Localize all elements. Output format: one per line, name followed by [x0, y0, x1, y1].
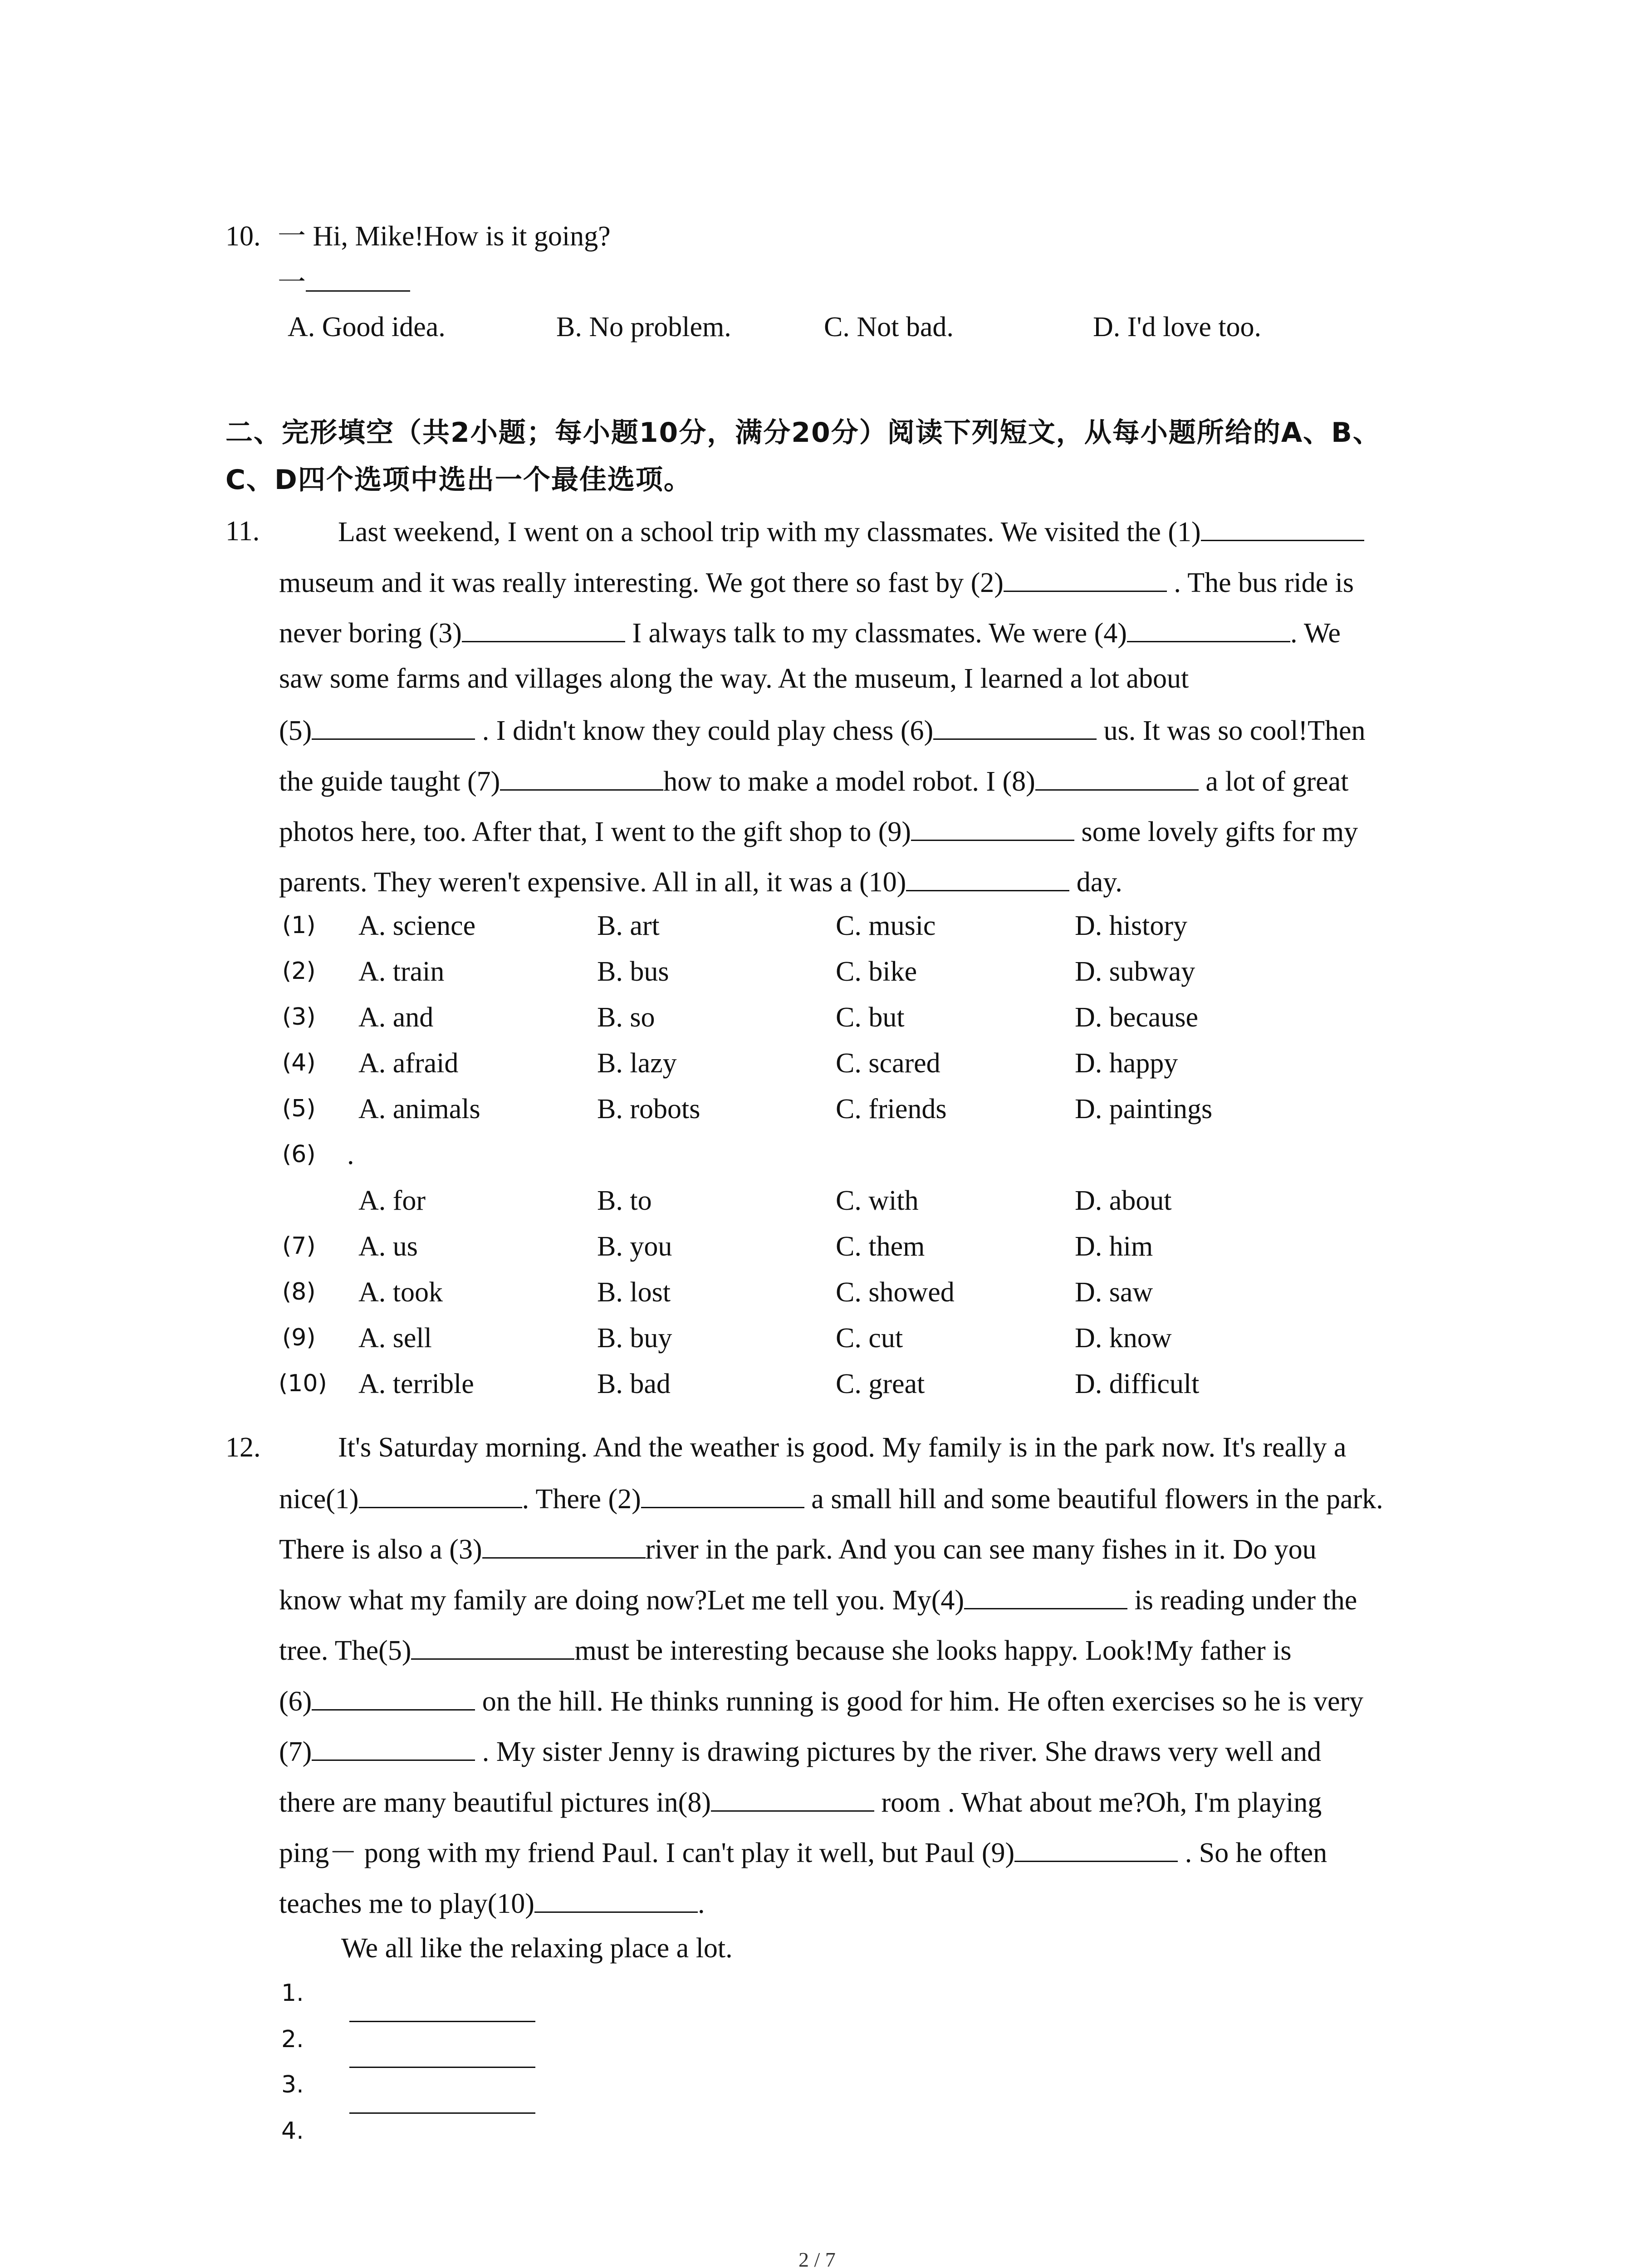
blank-7[interactable] [312, 1737, 475, 1761]
blank-3[interactable] [482, 1535, 646, 1559]
blank-6[interactable] [312, 1686, 475, 1711]
blank-1[interactable] [359, 1484, 522, 1508]
answer-line[interactable] [349, 2067, 535, 2068]
q12-line-2: nice(1) . There (2) a small hill and some beautiful flowers in the park. [279, 1484, 1383, 1515]
blank-10[interactable] [534, 1889, 698, 1913]
option-choice[interactable]: B. you [597, 1231, 672, 1262]
option-choice[interactable]: B. bad [597, 1369, 671, 1399]
option-choice[interactable]: A. animals [358, 1094, 480, 1124]
option-label: (1) [282, 912, 316, 939]
option-choice[interactable]: D. difficult [1075, 1369, 1200, 1399]
blank-1[interactable] [1201, 517, 1364, 541]
blank-7[interactable] [500, 767, 663, 791]
option-choice[interactable]: B. lost [597, 1277, 671, 1308]
blank-5[interactable] [312, 716, 475, 740]
blank-9[interactable] [1014, 1838, 1178, 1862]
q12-line-10: teaches me to play(10) . [279, 1888, 705, 1919]
option-choice[interactable]: D. because [1075, 1002, 1198, 1033]
q11-line-1: Last weekend, I went on a school trip with my classmates. We visited the (1) [338, 517, 1518, 546]
option-choice[interactable]: D. saw [1075, 1277, 1153, 1308]
option-choice[interactable]: A. train [358, 956, 445, 987]
option-choice[interactable]: C. bike [836, 956, 917, 987]
option-choice[interactable]: B. to [597, 1185, 652, 1216]
option-choice[interactable]: B. so [597, 1002, 655, 1033]
blank-8[interactable] [1035, 767, 1199, 791]
answer-number: 3. [281, 2071, 304, 2098]
section-heading-line1: 二、完形填空（共2小题；每小题10分，满分20分）阅读下列短文，从每小题所给的A、B、 [225, 417, 1381, 449]
option-choice[interactable]: C. scared [836, 1048, 941, 1079]
option-choice[interactable]: D. happy [1075, 1048, 1178, 1079]
option-choice[interactable]: D. subway [1075, 956, 1195, 987]
option-choice[interactable]: A. took [358, 1277, 443, 1308]
option-choice[interactable]: B. lazy [597, 1048, 677, 1079]
option-label: (5) [282, 1095, 316, 1122]
option-choice[interactable]: D. about [1075, 1185, 1172, 1216]
q12-line-3: There is also a (3) river in the park. And you can see many fishes in it. Do you [279, 1534, 1317, 1565]
blank-6[interactable] [933, 716, 1097, 740]
q12-line-9: ping－ pong with my friend Paul. I can't play it well, but Paul (9) . So he often [279, 1838, 1327, 1868]
q10-option-b[interactable]: B. No problem. [556, 312, 731, 342]
answer-line[interactable] [349, 2021, 535, 2022]
option-choice[interactable]: B. buy [597, 1323, 672, 1354]
option-choice[interactable]: A. science [358, 910, 476, 941]
q10-option-d[interactable]: D. I'd love too. [1093, 312, 1262, 342]
option-label: (2) [282, 958, 316, 985]
option-choice[interactable]: A. and [358, 1002, 434, 1033]
q12-line-5: tree. The(5) must be interesting because she looks happy. Look!My father is [279, 1635, 1292, 1666]
option-label: (7) [282, 1232, 316, 1260]
option-label: (3) [282, 1003, 316, 1031]
option-label: (9) [282, 1324, 316, 1351]
q10-question: 一 Hi, Mike!How is it going? [278, 221, 611, 252]
option-choice[interactable]: D. history [1075, 910, 1187, 941]
option-choice[interactable]: C. but [836, 1002, 905, 1033]
q11-line-7: photos here, too. After that, I went to the gift shop to (9) some lovely gifts for my [279, 816, 1358, 847]
q12-line-7: (7) . My sister Jenny is drawing pictures by the river. She draws very well and [279, 1736, 1322, 1767]
answer-number: 4. [281, 2117, 304, 2145]
option-choice[interactable]: B. robots [597, 1094, 700, 1124]
q10-answer-line [278, 268, 410, 297]
blank-8[interactable] [711, 1788, 874, 1812]
option-choice[interactable]: C. them [836, 1231, 925, 1262]
option-choice[interactable]: C. great [836, 1369, 925, 1399]
option-label: (8) [282, 1278, 316, 1305]
q12-line-6: (6) on the hill. He thinks running is good for him. He often exercises so he is very [279, 1686, 1364, 1717]
answer-line[interactable] [349, 2112, 535, 2114]
option-choice[interactable]: C. with [836, 1185, 919, 1216]
answer-number: 2. [281, 2026, 304, 2053]
q12-line-8: there are many beautiful pictures in(8) room . What about me?Oh, I'm playing [279, 1787, 1322, 1818]
option-choice[interactable]: C. showed [836, 1277, 955, 1308]
blank-2[interactable] [1004, 568, 1167, 592]
option-choice[interactable]: D. paintings [1075, 1094, 1213, 1124]
q10-dash: 一 [278, 267, 306, 298]
q12-line-1: It's Saturday morning. And the weather is good. My family is in the park now. It's really a [338, 1432, 1347, 1463]
q11-number: 11. [225, 516, 260, 547]
blank-4[interactable] [1127, 618, 1290, 642]
blank-4[interactable] [964, 1585, 1127, 1609]
q11-line-4: saw some farms and villages along the way. At the museum, I learned a lot about [279, 663, 1189, 694]
q12-number: 12. [225, 1432, 261, 1463]
q11-line-5: (5) . I didn't know they could play chess (6) us. It was so cool!Then [279, 715, 1366, 746]
blank-9[interactable] [911, 817, 1074, 841]
q11-line-2: museum and it was really interesting. We got there so fast by (2) . The bus ride is [279, 567, 1354, 598]
page-number: 2 / 7 [798, 2248, 836, 2268]
option-choice[interactable]: A. for [358, 1185, 426, 1216]
option-choice[interactable]: B. bus [597, 956, 669, 987]
blank-3[interactable] [462, 618, 625, 642]
option-choice[interactable]: A. afraid [358, 1048, 459, 1079]
blank-2[interactable] [641, 1484, 804, 1508]
option-choice[interactable]: D. know [1075, 1323, 1172, 1354]
answer-number: 1. [281, 1980, 304, 2007]
option-choice[interactable]: A. terrible [358, 1369, 474, 1399]
option-choice[interactable]: A. us [358, 1231, 418, 1262]
option-choice[interactable]: C. cut [836, 1323, 903, 1354]
option-choice[interactable]: A. sell [358, 1323, 432, 1354]
option-choice[interactable]: C. friends [836, 1094, 947, 1124]
q10-option-c[interactable]: C. Not bad. [824, 312, 954, 342]
option-label: (4) [282, 1049, 316, 1076]
q12-closing: We all like the relaxing place a lot. [341, 1933, 733, 1964]
blank-10[interactable] [906, 867, 1069, 891]
answer-blank[interactable] [306, 268, 410, 292]
section-heading-line2: C、D四个选项中选出一个最佳选项。 [225, 464, 692, 496]
option-label: (6) [282, 1141, 316, 1168]
q12-line-4: know what my family are doing now?Let me tell you. My(4) is reading under the [279, 1585, 1357, 1616]
q11-line-6: the guide taught (7) how to make a model robot. I (8) a lot of great [279, 766, 1349, 797]
option-dot: . [347, 1139, 354, 1170]
option-choice[interactable]: B. art [597, 910, 660, 941]
option-choice[interactable]: C. music [836, 910, 936, 941]
option-choice[interactable]: D. him [1075, 1231, 1153, 1262]
q11-line-8: parents. They weren't expensive. All in all, it was a (10) day. [279, 867, 1122, 898]
q10-option-a[interactable]: A. Good idea. [288, 312, 446, 342]
option-label: (10) [279, 1370, 327, 1397]
q10-number: 10. [225, 221, 261, 252]
blank-5[interactable] [411, 1636, 574, 1660]
q11-line-3: never boring (3) I always talk to my classmates. We were (4) . We [279, 618, 1341, 649]
